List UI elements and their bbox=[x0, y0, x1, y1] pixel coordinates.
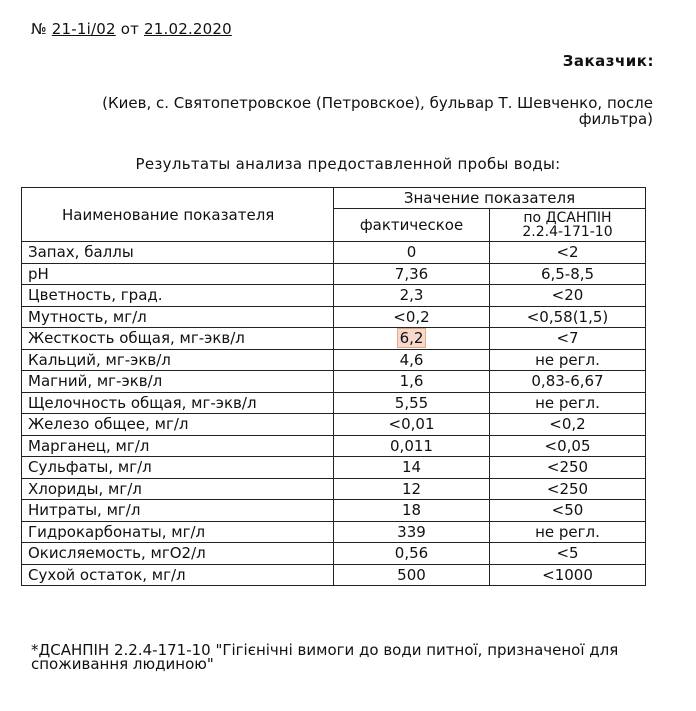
table-row bbox=[22, 328, 646, 350]
actual-value-cell bbox=[334, 328, 490, 350]
table-row bbox=[22, 435, 646, 457]
norm-value: <250 bbox=[490, 478, 646, 500]
actual-value-cell bbox=[334, 349, 490, 371]
parameter-name: Магний, мг-экв/л bbox=[22, 371, 334, 393]
norm-value: 0,83-6,67 bbox=[490, 371, 646, 393]
table-row bbox=[22, 521, 646, 543]
date-prefix: от bbox=[120, 20, 140, 38]
parameter-name: Окисляемость, мгО2/л bbox=[22, 543, 334, 565]
parameter-name: Жесткость общая, мг-экв/л bbox=[22, 328, 334, 350]
column-header-value-group: Значение показателя bbox=[334, 188, 646, 209]
norm-value: <0,58(1,5) bbox=[490, 306, 646, 328]
table-row bbox=[22, 263, 646, 285]
actual-value: 12 bbox=[401, 479, 422, 498]
results-table bbox=[21, 187, 646, 586]
results-title: Результаты анализа предоставленной пробы воды: bbox=[135, 155, 561, 173]
parameter-name: Мутность, мг/л bbox=[22, 306, 334, 328]
parameter-name: Хлориды, мг/л bbox=[22, 478, 334, 500]
actual-value-cell bbox=[334, 392, 490, 414]
actual-value: 339 bbox=[397, 522, 426, 541]
column-header-norm bbox=[490, 209, 646, 242]
actual-value-cell bbox=[334, 285, 490, 307]
actual-value: 2,3 bbox=[399, 286, 424, 305]
document-number: 21-1i/02 bbox=[51, 20, 116, 38]
actual-value-cell bbox=[334, 371, 490, 393]
actual-value-cell bbox=[334, 500, 490, 522]
actual-value-cell bbox=[334, 457, 490, 479]
norm-value: <250 bbox=[490, 457, 646, 479]
table-row bbox=[22, 564, 646, 586]
column-header-actual: фактическое bbox=[334, 209, 490, 242]
table-row bbox=[22, 349, 646, 371]
norm-value: <20 bbox=[490, 285, 646, 307]
norm-value: не регл. bbox=[490, 392, 646, 414]
parameter-name: Марганец, мг/л bbox=[22, 435, 334, 457]
norm-value: <50 bbox=[490, 500, 646, 522]
actual-value: <0,2 bbox=[393, 307, 430, 326]
document-number-line bbox=[31, 20, 232, 38]
parameter-name: Запах, баллы bbox=[22, 242, 334, 264]
actual-value-cell bbox=[334, 435, 490, 457]
actual-value-cell bbox=[334, 306, 490, 328]
table-row bbox=[22, 306, 646, 328]
table-row bbox=[22, 500, 646, 522]
norm-value: <5 bbox=[490, 543, 646, 565]
norm-value: <2 bbox=[490, 242, 646, 264]
parameter-name: Сухой остаток, мг/л bbox=[22, 564, 334, 586]
norm-value: <0,05 bbox=[490, 435, 646, 457]
actual-value-cell bbox=[334, 543, 490, 565]
table-row bbox=[22, 414, 646, 436]
norm-value: 6,5-8,5 bbox=[490, 263, 646, 285]
actual-value: 18 bbox=[401, 501, 422, 520]
parameter-name: Щелочность общая, мг-экв/л bbox=[22, 392, 334, 414]
table-row bbox=[22, 457, 646, 479]
parameter-name: pH bbox=[22, 263, 334, 285]
actual-value: <0,01 bbox=[388, 415, 435, 434]
actual-value: 0,011 bbox=[390, 436, 433, 455]
norm-value: <0,2 bbox=[490, 414, 646, 436]
actual-value-cell bbox=[334, 263, 490, 285]
norm-value: не регл. bbox=[490, 349, 646, 371]
parameter-name: Нитраты, мг/л bbox=[22, 500, 334, 522]
parameter-name: Железо общее, мг/л bbox=[22, 414, 334, 436]
actual-value-cell bbox=[334, 564, 490, 586]
table-row bbox=[22, 543, 646, 565]
document-date: 21.02.2020 bbox=[144, 20, 232, 38]
sample-address: (Киев, с. Святопетровское (Петровское), бульвар Т. Шевченко, после фильтра) bbox=[102, 94, 653, 128]
actual-value-cell bbox=[334, 414, 490, 436]
actual-value: 0 bbox=[406, 243, 417, 262]
footnote: *ДСАНПІН 2.2.4-171-10 "Гігієнічні вимоги до води питної, призначеної для споживання людиною" bbox=[31, 641, 619, 673]
table-body bbox=[22, 242, 646, 586]
actual-value: 500 bbox=[397, 565, 426, 584]
customer-label: Заказчик: bbox=[562, 52, 654, 70]
parameter-name: Цветность, град. bbox=[22, 285, 334, 307]
actual-value: 0,56 bbox=[394, 544, 429, 563]
parameter-name: Кальций, мг-экв/л bbox=[22, 349, 334, 371]
actual-value-cell bbox=[334, 242, 490, 264]
actual-value: 6,2 bbox=[399, 329, 424, 348]
table-row bbox=[22, 285, 646, 307]
table-row bbox=[22, 392, 646, 414]
norm-value: <1000 bbox=[490, 564, 646, 586]
actual-value: 7,36 bbox=[394, 264, 429, 283]
number-prefix: № bbox=[31, 20, 47, 38]
norm-value: <7 bbox=[490, 328, 646, 350]
actual-value-cell bbox=[334, 521, 490, 543]
actual-value: 5,55 bbox=[394, 393, 429, 412]
parameter-name: Гидрокарбонаты, мг/л bbox=[22, 521, 334, 543]
norm-header-text: по ДСАНПІН 2.2.4-171-10 bbox=[522, 210, 613, 240]
table-row bbox=[22, 478, 646, 500]
table-row bbox=[22, 242, 646, 264]
table-row bbox=[22, 371, 646, 393]
actual-value: 14 bbox=[401, 458, 422, 477]
actual-value-cell bbox=[334, 478, 490, 500]
parameter-name: Сульфаты, мг/л bbox=[22, 457, 334, 479]
column-header-name: Наименование показателя bbox=[22, 188, 334, 242]
actual-value: 4,6 bbox=[399, 350, 424, 369]
norm-value: не регл. bbox=[490, 521, 646, 543]
actual-value: 1,6 bbox=[399, 372, 424, 391]
